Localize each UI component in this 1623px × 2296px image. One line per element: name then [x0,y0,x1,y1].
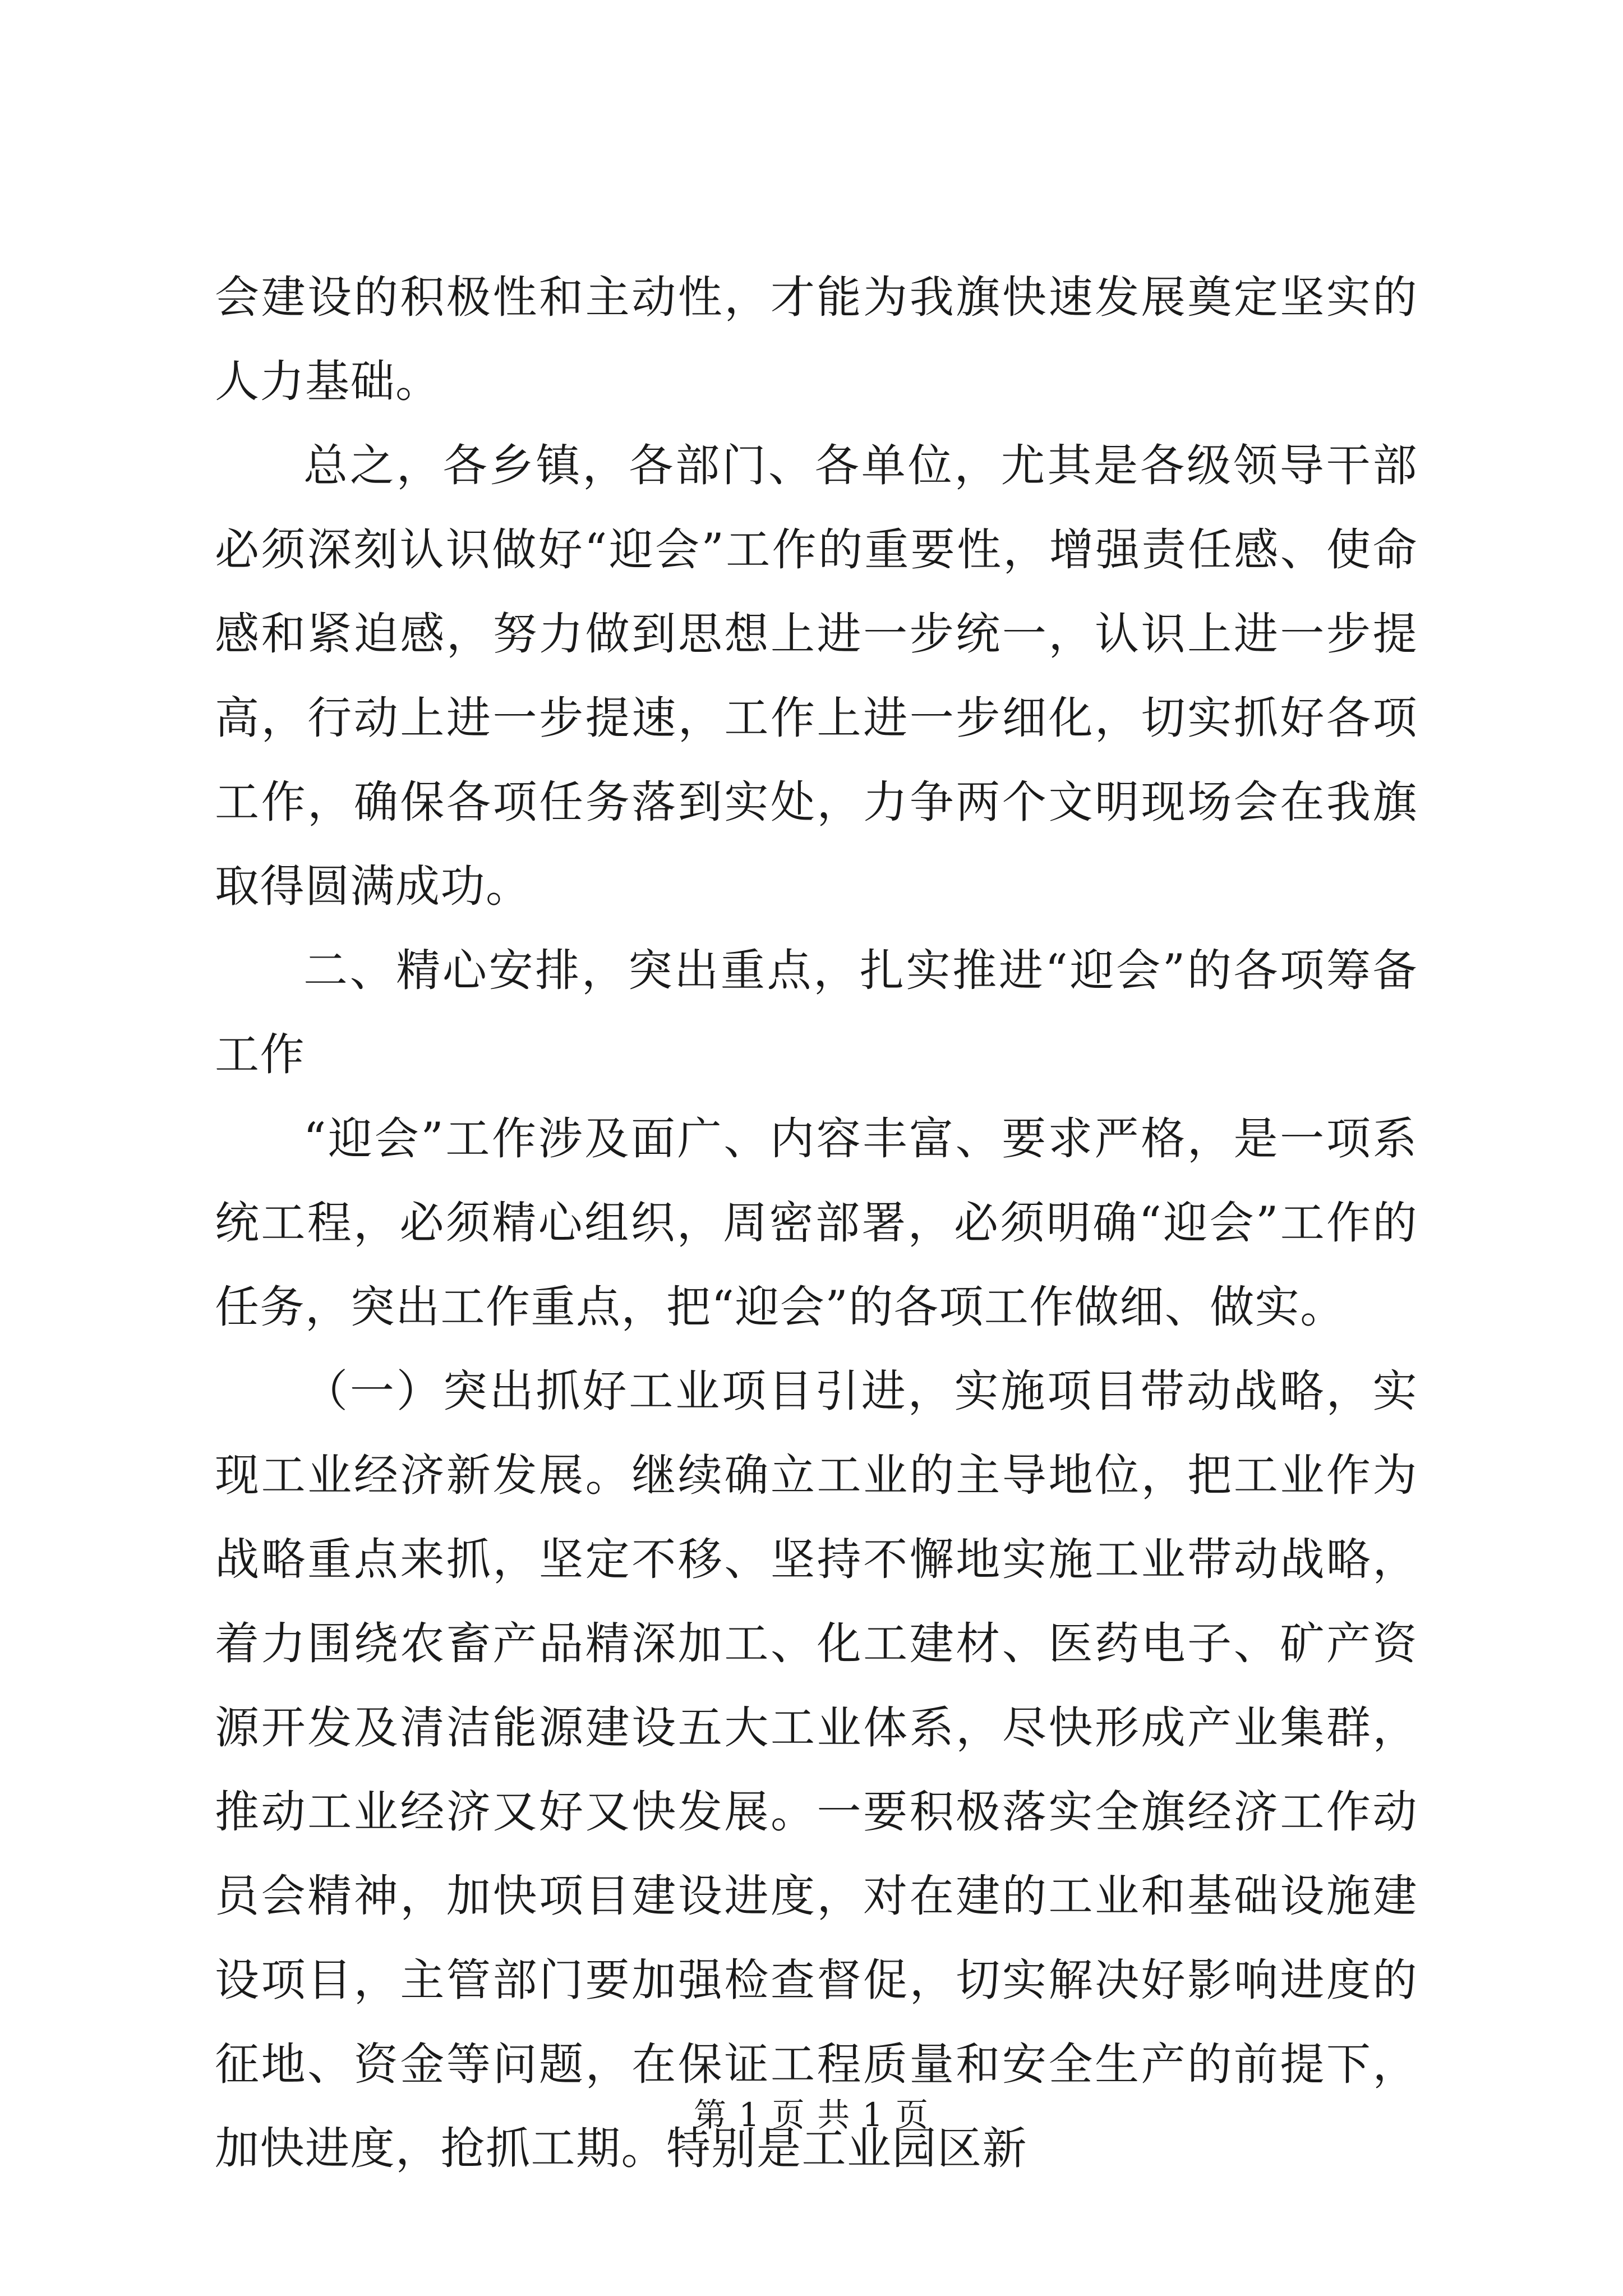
paragraph-continuation: 会建设的积极性和主动性，才能为我旗快速发展奠定坚实的人力基础。 [215,272,1418,407]
section-heading: 二、精心安排，突出重点，扎实推进“迎会”的各项筹备工作 [215,945,1418,1080]
paragraph-intro: “迎会”工作涉及面广、内容丰富、要求严格，是一项系统工程，必须精心组织，周密部署，必须明确“迎会”工作的任务，突出工作重点，把“迎会”的各项工作做细、做实。 [215,1113,1418,1333]
document-body [215,255,1418,2191]
paragraph-industry: （一）突出抓好工业项目引进，实施项目带动战略，实现工业经济新发展。继续确立工业的主导地位，把工业作为战略重点来抓，坚定不移、坚持不懈地实施工业带动战略，着力围绕农畜产品精深加工、化工建材、医药电子、矿产资源开发及清洁能源建设五大工业体系，尽快形成产业集群，推动工业经济又好又快发展。一要积极落实全旗经济工作动员会精神，加快项目建设进度，对在建的工业和基础设施建设项目，主管部门要加强检查督促，切实解决好影响进度的征地、资金等问题，在保证工程质量和安全生产的前提下，加快进度，抢抓工期。特别是工业园区新 [215,1365,1418,2174]
paragraph-summary: 总之，各乡镇，各部门、各单位，尤其是各级领导干部必须深刻认识做好“迎会”工作的重要性，增强责任感、使命感和紧迫感，努力做到思想上进一步统一，认识上进一步提高，行动上进一步提速，工作上进一步细化，切实抓好各项工作，确保各项任务落到实处，力争两个文明现场会在我旗取得圆满成功。 [215,440,1418,912]
page-footer: 第 1 页 共 1 页 [694,2096,929,2134]
